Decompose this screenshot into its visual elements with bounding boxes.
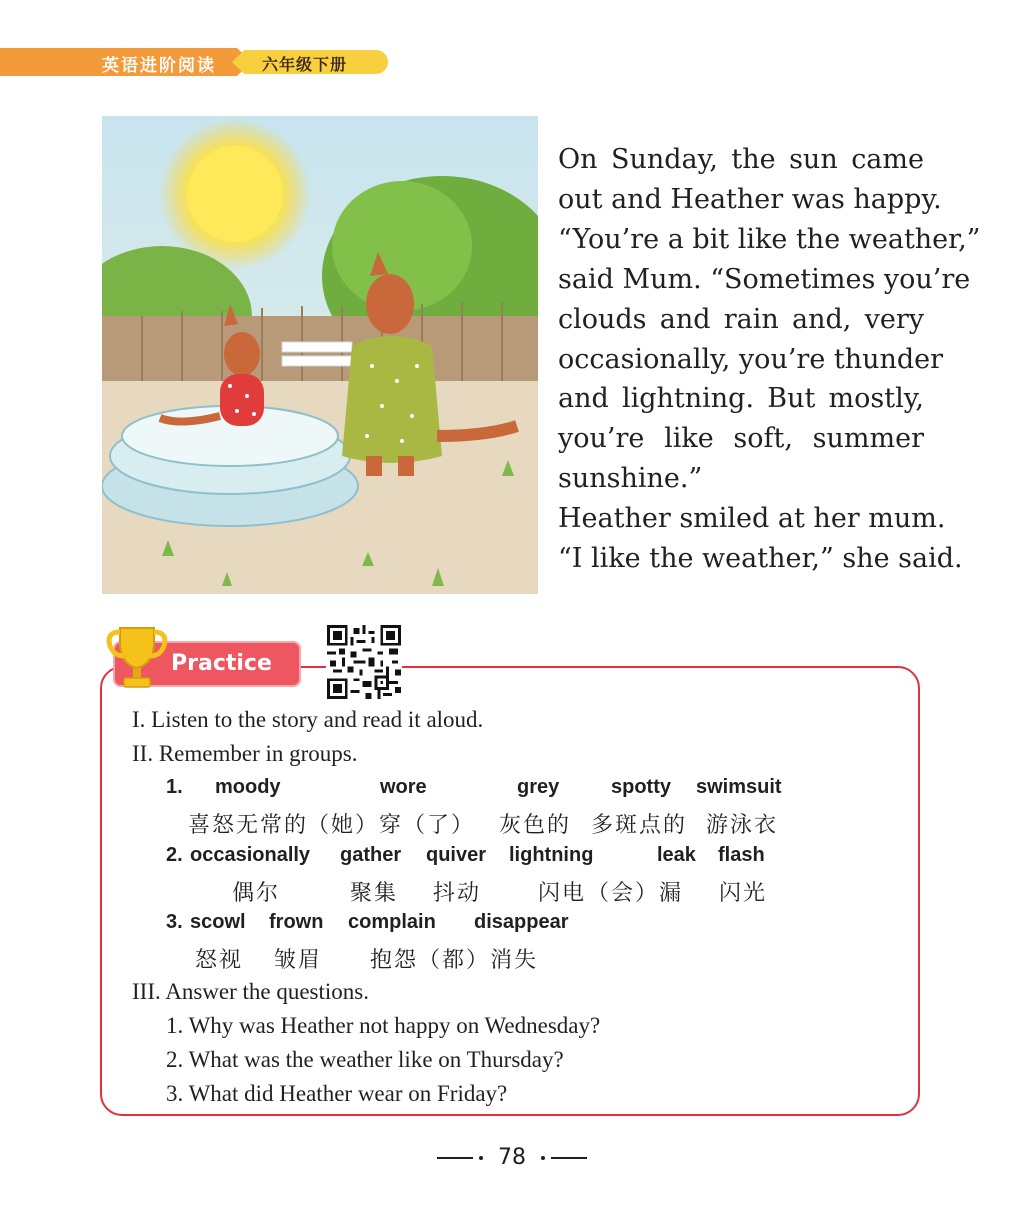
vocab-word: moody bbox=[215, 776, 281, 798]
story-line: sunshine.” bbox=[558, 463, 703, 495]
vocab-meaning: 抱怨 bbox=[370, 948, 419, 973]
vocab-word: leak bbox=[657, 844, 696, 866]
vocab-meaning: 游泳衣 bbox=[706, 813, 779, 838]
section-remember: II. Remember in groups. bbox=[132, 741, 358, 766]
trophy-icon bbox=[104, 620, 170, 692]
vocab-word: frown bbox=[269, 911, 324, 933]
vocab-meaning: 抖动 bbox=[433, 881, 482, 906]
vocab-word: grey bbox=[517, 776, 560, 798]
vocab-word: occasionally bbox=[190, 844, 311, 866]
group-number: 1. bbox=[166, 776, 183, 798]
vocab-word: disappear bbox=[474, 911, 569, 933]
vocab-meaning: 喜怒无常的 bbox=[188, 813, 309, 838]
vocab-meaning: 聚集 bbox=[350, 881, 399, 906]
vocab-meaning: 灰色的 bbox=[499, 813, 572, 838]
vocab-word: spotty bbox=[611, 776, 671, 798]
vocab-word: flash bbox=[718, 844, 765, 866]
vocab-meaning: 闪电 bbox=[538, 881, 587, 906]
section-answer: III. Answer the questions. bbox=[132, 979, 369, 1004]
grade-label: 六年级下册 bbox=[262, 55, 348, 74]
story-line: you’re like soft, summer bbox=[558, 423, 924, 455]
vocab-meaning: （会）漏 bbox=[587, 881, 684, 906]
story-line: “I like the weather,” she said. bbox=[558, 543, 963, 575]
story-line: out and Heather was happy. bbox=[558, 183, 942, 215]
question-item: 1. Why was Heather not happy on Wednesday? bbox=[166, 1013, 601, 1038]
vocab-meaning: 皱眉 bbox=[274, 948, 323, 973]
header-banner bbox=[0, 48, 390, 76]
section-listen: I. Listen to the story and read it aloud. bbox=[132, 707, 484, 732]
story-line: clouds and rain and, very bbox=[558, 303, 924, 335]
story-line: occasionally, you’re thunder bbox=[558, 343, 944, 375]
practice-label: Practice bbox=[171, 651, 272, 676]
vocab-word: quiver bbox=[426, 844, 487, 866]
qr-code-icon[interactable] bbox=[326, 625, 402, 699]
story-illustration bbox=[102, 116, 538, 594]
story-text bbox=[558, 140, 981, 579]
vocab-word: lightning bbox=[509, 844, 594, 866]
vocab-word: swimsuit bbox=[696, 776, 782, 798]
page-footer bbox=[0, 1145, 1024, 1170]
vocab-meaning: 偶尔 bbox=[232, 881, 281, 906]
story-line: On Sunday, the sun came bbox=[558, 144, 924, 175]
vocab-word: complain bbox=[348, 911, 436, 933]
group-number: 3. bbox=[166, 911, 183, 933]
page-number: 78 bbox=[498, 1145, 526, 1170]
question-item: 2. What was the weather like on Thursday? bbox=[166, 1047, 564, 1072]
vocab-meaning: （都）消失 bbox=[418, 948, 539, 973]
story-line: Heather smiled at her mum. bbox=[558, 503, 946, 535]
vocab-meaning: 怒视 bbox=[195, 948, 244, 973]
vocab-word: gather bbox=[340, 844, 402, 866]
vocab-meaning: （她）穿（了） bbox=[307, 813, 476, 838]
question-item: 3. What did Heather wear on Friday? bbox=[166, 1081, 508, 1106]
vocab-word: wore bbox=[380, 776, 427, 798]
vocab-word: scowl bbox=[190, 911, 246, 933]
vocab-meaning: 闪光 bbox=[719, 881, 768, 906]
sun-icon bbox=[159, 118, 311, 270]
series-title: 英语进阶阅读 bbox=[102, 56, 216, 76]
story-line: and lightning. But mostly, bbox=[558, 383, 924, 415]
group-number: 2. bbox=[166, 844, 183, 866]
vocab-meaning: 多斑点的 bbox=[591, 813, 688, 838]
story-line: “You’re a bit like the weather,” bbox=[558, 223, 981, 255]
story-line: said Mum. “Sometimes you’re bbox=[558, 263, 971, 295]
